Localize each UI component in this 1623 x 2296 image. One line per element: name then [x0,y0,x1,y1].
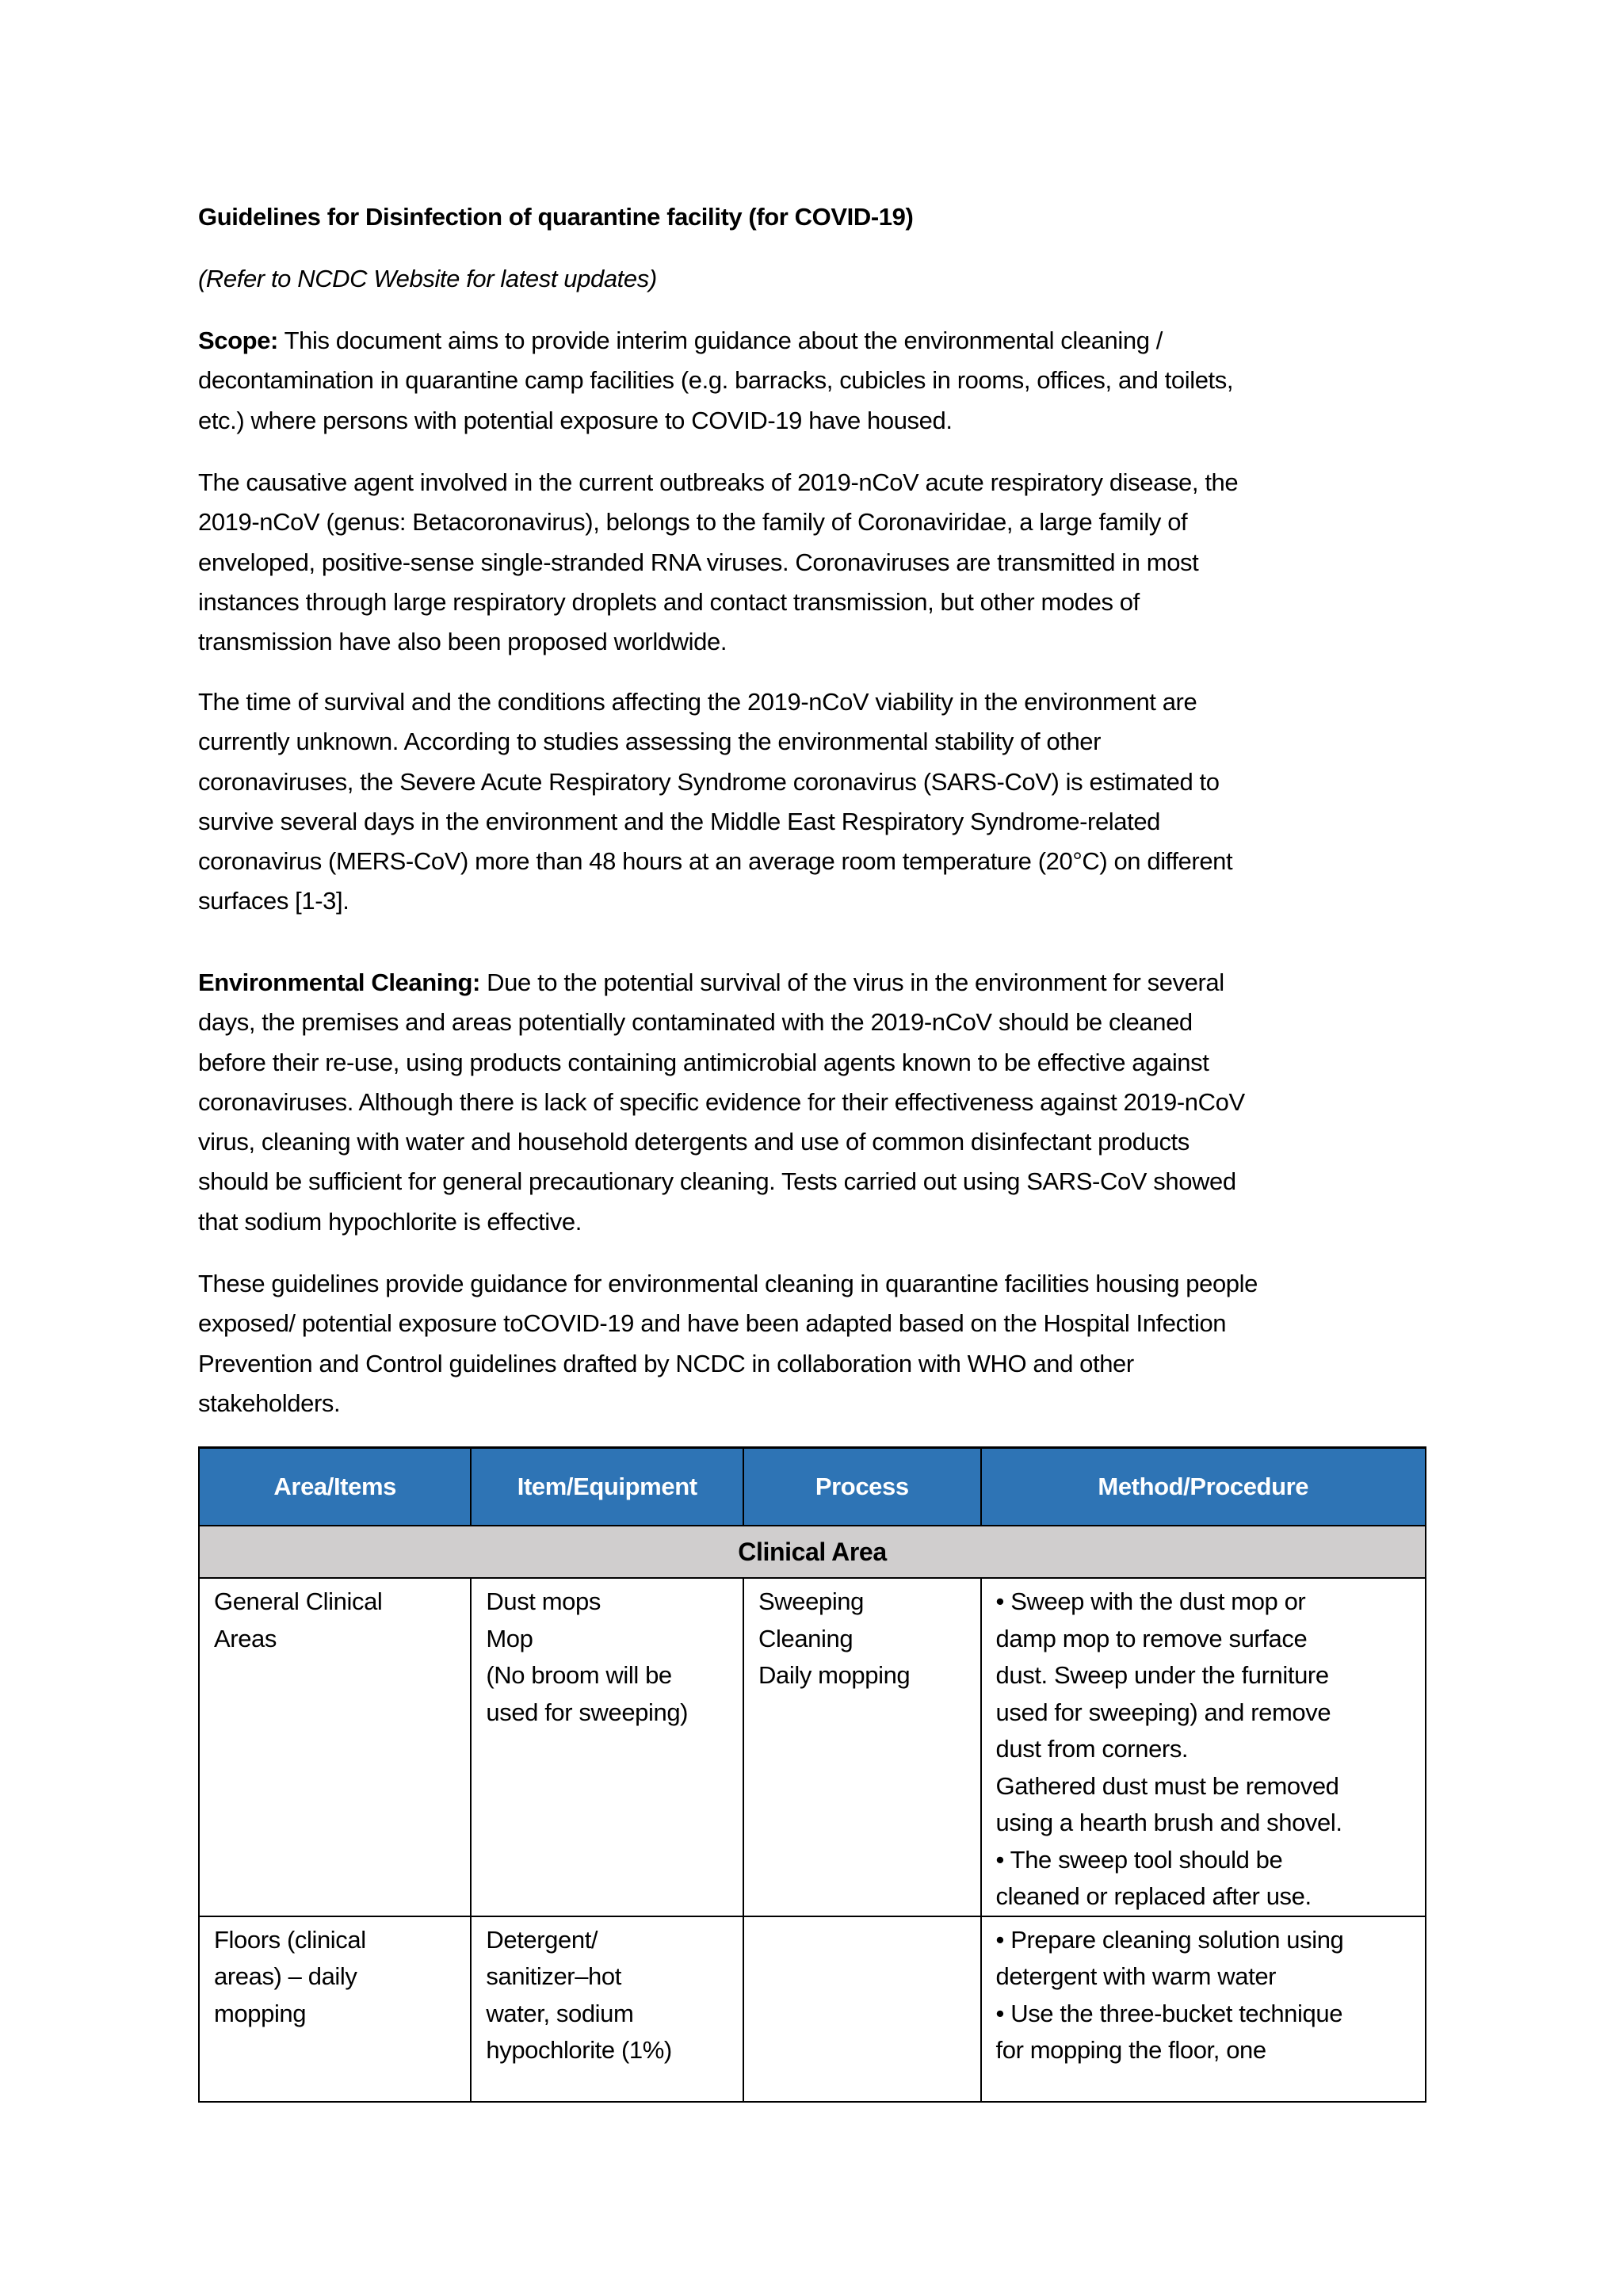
text-line: survive several days in the environment and the Middle East Respiratory Syndrome-related [198,807,1161,835]
text-line: The causative agent involved in the current outbreaks of 2019-nCoV acute respiratory disease, the [198,468,1239,496]
section-row [199,1526,1426,1578]
cell-line: Floors (clinical [214,1925,366,1954]
section-clinical-area: Clinical Area [199,1526,1426,1578]
cell-line: • Use the three-bucket technique [995,1999,1343,2027]
guidelines-paragraph [198,1264,1466,1423]
cell-process [743,1916,981,2102]
causative-agent-paragraph [198,463,1466,662]
text-line: that sodium hypochlorite is effective. [198,1207,582,1236]
survival-paragraph [198,682,1466,922]
cell-line: Sweeping [758,1587,864,1615]
table-header-row [199,1448,1426,1526]
text-line: transmission have also been proposed worldwide. [198,628,727,656]
cell-method [981,1578,1426,1916]
scope-label: Scope: [198,327,278,354]
text-line: Due to the potential survival of the virus in the environment for several [479,968,1224,996]
cell-line: for mopping the floor, one [995,2036,1266,2064]
document-subtitle: (Refer to NCDC Website for latest updates) [198,265,657,292]
text-line: surfaces [1-3]. [198,887,349,915]
cell-line: (No broom will be [486,1661,672,1689]
env-label: Environmental Cleaning: [198,968,480,996]
text-line: etc.) where persons with potential exposure to COVID-19 have housed. [198,406,953,434]
cell-line: Cleaning [758,1624,854,1652]
text-line: decontamination in quarantine camp facilities (e.g. barracks, cubicles in rooms, offices, and toilets, [198,366,1234,395]
document-title: Guidelines for Disinfection of quarantine facility (for COVID-19) [198,203,914,231]
cell-line: Mop [486,1624,533,1652]
header-method-procedure: Method/Procedure [981,1448,1426,1526]
cell-line: • Prepare cleaning solution using [995,1925,1344,1954]
cell-area [199,1916,471,2102]
cell-line: • Sweep with the dust mop or [995,1587,1306,1615]
text-line: coronavirus (MERS-CoV) more than 48 hours at an average room temperature (20°C) on different [198,847,1233,876]
cell-line: Daily mopping [758,1661,911,1689]
cell-line: mopping [214,1999,307,2027]
cell-line: detergent with warm water [995,1962,1277,1990]
text-line: 2019-nCoV (genus: Betacoronavirus), belongs to the family of Coronaviridae, a large family of [198,508,1188,537]
text-line: stakeholders. [198,1389,341,1417]
cell-line: Dust mops [486,1587,601,1615]
cell-line: cleaned or replaced after use. [995,1882,1312,1910]
cell-line: damp mop to remove surface [995,1624,1308,1652]
cell-area [199,1578,471,1916]
header-area-items: Area/Items [199,1448,471,1526]
text-line: currently unknown. According to studies assessing the environmental stability of other [198,728,1102,756]
text-line: enveloped, positive-sense single-stranded RNA viruses. Coronaviruses are transmitted in most [198,548,1199,576]
cell-line: sanitizer–hot [486,1962,621,1990]
header-item-equipment: Item/Equipment [471,1448,743,1526]
text-line: The time of survival and the conditions affecting the 2019-nCoV viability in the environment are [198,688,1197,716]
cell-line: Gathered dust must be removed [995,1771,1339,1800]
cell-line: General Clinical [214,1587,383,1615]
cell-line: using a hearth brush and shovel. [995,1809,1342,1836]
text-line: coronaviruses. Although there is lack of specific evidence for their effectiveness against 2019-nCoV [198,1087,1245,1116]
table-row [199,1916,1426,2102]
text-line: virus, cleaning with water and household detergents and use of common disinfectant products [198,1128,1190,1156]
cell-line: hypochlorite (1%) [486,2036,672,2064]
environmental-cleaning-paragraph [198,963,1466,1242]
cell-line: • The sweep tool should be [995,1845,1283,1874]
cleaning-table [198,1446,1426,2103]
cell-line: Areas [214,1624,277,1652]
cell-equipment [471,1916,743,2102]
cell-line: areas) – daily [214,1962,357,1990]
scope-paragraph [198,321,1466,441]
cell-line: used for sweeping) and remove [995,1698,1331,1726]
cell-line: used for sweeping) [486,1698,689,1726]
text-line: These guidelines provide guidance for environmental cleaning in quarantine facilities housing people [198,1270,1258,1297]
text-line: This document aims to provide interim guidance about the environmental cleaning / [277,327,1163,354]
cell-line: dust from corners. [995,1735,1189,1763]
table-row [199,1578,1426,1916]
cell-line: dust. Sweep under the furniture [995,1661,1329,1689]
cell-method [981,1916,1426,2102]
text-line: exposed/ potential exposure toCOVID-19 and have been adapted based on the Hospital Infection [198,1309,1227,1338]
text-line: before their re-use, using products containing antimicrobial agents known to be effective against [198,1048,1209,1076]
text-line: instances through large respiratory droplets and contact transmission, but other modes of [198,587,1140,616]
text-line: days, the premises and areas potentially contaminated with the 2019-nCoV should be cleaned [198,1008,1193,1037]
header-process: Process [743,1448,981,1526]
cell-equipment [471,1578,743,1916]
cell-line: water, sodium [486,1999,634,2027]
cell-line: Detergent/ [486,1925,598,1954]
text-line: coronaviruses, the Severe Acute Respiratory Syndrome coronavirus (SARS-CoV) is estimated to [198,767,1220,796]
text-line: should be sufficient for general precautionary cleaning. Tests carried out using SARS-CoV showed [198,1167,1236,1196]
cell-process [743,1578,981,1916]
text-line: Prevention and Control guidelines drafted by NCDC in collaboration with WHO and other [198,1349,1134,1377]
